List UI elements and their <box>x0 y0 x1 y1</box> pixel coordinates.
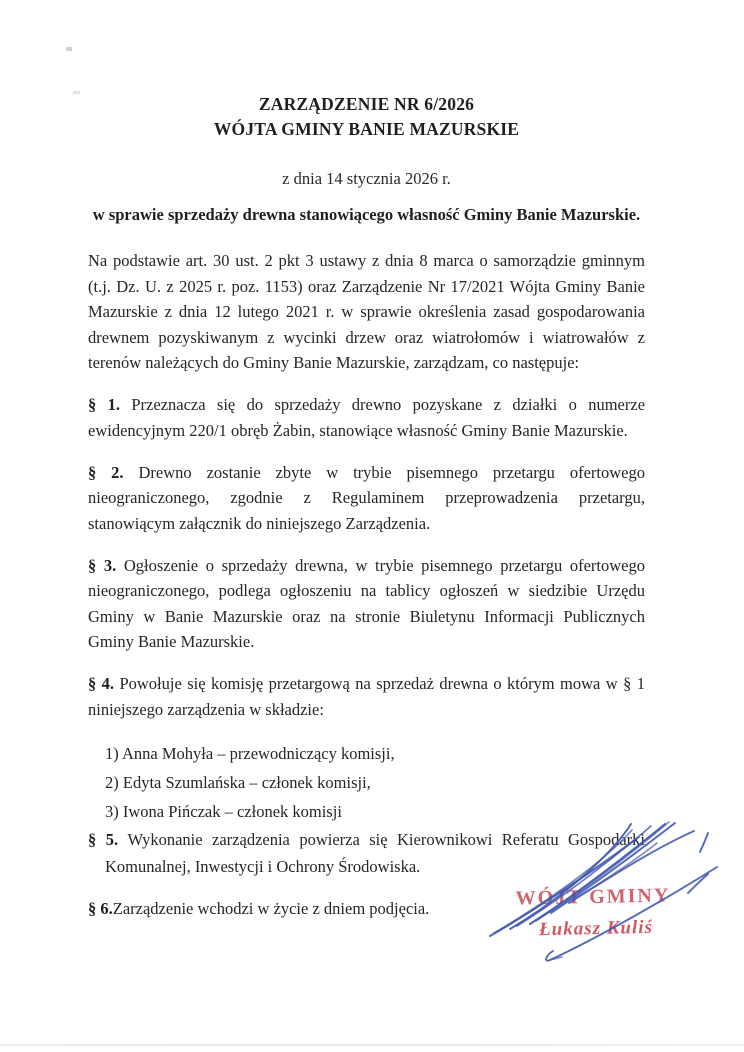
stamp-name-text: Łukasz Kuliś <box>538 916 654 941</box>
committee-member-3: 3) Iwona Pińczak – członek komisji <box>105 801 342 821</box>
paragraph-1-text: Przeznacza się do sprzedaży drewno pozyskane z działki o numerze ewidencyjnym 220/1 obręb Żabin, stanowiące własność Gminy Banie Mazurskie. <box>88 395 646 440</box>
paragraph-4-label: § 4. <box>88 674 115 693</box>
paragraph-4 <box>88 671 645 722</box>
paragraph-2 <box>88 460 645 537</box>
paragraph-1-label: § 1. <box>88 395 120 414</box>
paragraph-6-text: Zarządzenie wchodzi w życie z dniem podjęcia. <box>112 899 430 918</box>
paragraph-2-text: Drewno zostanie zbyte w trybie pisemnego przetargu ofertowego nieograniczonego, zgodnie z Regulaminem przeprowadzenia przetargu, stanowiącym załącznik do niniejszego Zarządzenia. <box>88 462 646 533</box>
preamble-paragraph: Na podstawie art. 30 ust. 2 pkt 3 ustawy z dnia 8 marca o samorządzie gminnym (t.j. Dz. U. z 2025 r. poz. 1153) oraz Zarządzenie Nr 17/2021 Wójta Gminy Banie Mazurskie z dnia 12 lutego 2021 r. w sprawie określenia zasad gospodarowania drewnem pozyskiwanym z wycinki drzew oraz wiatrołomów i wiatrowałów z terenów należących do Gminy Banie Mazurskie, zarządzam, co następuje: <box>88 251 645 372</box>
signature-block <box>450 800 742 988</box>
document-title <box>88 92 645 142</box>
paragraph-3 <box>88 553 645 655</box>
scan-artifact-speck <box>66 47 72 51</box>
scan-page-edge <box>0 1044 744 1046</box>
paragraph-1 <box>88 392 645 443</box>
scan-artifact-speck <box>73 91 80 94</box>
handwritten-signature <box>450 800 742 988</box>
signature-ink-strokes <box>490 822 717 961</box>
paragraph-6-label: § 6. <box>88 899 113 918</box>
stamp-role-text: WÓJT GMINY <box>515 884 671 910</box>
paragraph-5-text: Wykonanie zarządzenia powierza się Kierownikowi Referatu Gospodarki Komunalnej, Inwestycji i Ochrony Środowiska. <box>105 829 646 876</box>
paragraph-4-text: Powołuje się komisję przetargową na sprzedaż drewna o którym mowa w § 1 niniejszego zarządzenia w składzie: <box>88 674 646 719</box>
title-line-2: WÓJTA GMINY BANIE MAZURSKIE <box>213 119 520 139</box>
paragraph-3-text: Ogłoszenie o sprzedaży drewna, w trybie pisemnego przetargu ofertowego nieograniczonego, podlega ogłoszeniu na tablicy ogłoszeń w siedzibie Urzędu Gminy w Banie Mazurskie oraz na stronie Biuletynu Informacji Publicznych Gminy Banie Mazurskie. <box>88 555 646 651</box>
paragraph-2-label: § 2. <box>88 462 124 482</box>
document-date: z dnia 14 stycznia 2026 r. <box>282 169 451 188</box>
paragraph-5-label: § 5. <box>88 829 119 849</box>
committee-member-1: 1) Anna Mohyła – przewodniczący komisji, <box>105 743 395 763</box>
document-subject: w sprawie sprzedaży drewna stanowiącego własność Gminy Banie Mazurskie. <box>92 205 641 224</box>
paragraph-3-label: § 3. <box>88 555 117 575</box>
committee-member-2: 2) Edyta Szumlańska – członek komisji, <box>105 772 371 792</box>
title-line-1: ZARZĄDZENIE NR 6/2026 <box>258 94 475 114</box>
